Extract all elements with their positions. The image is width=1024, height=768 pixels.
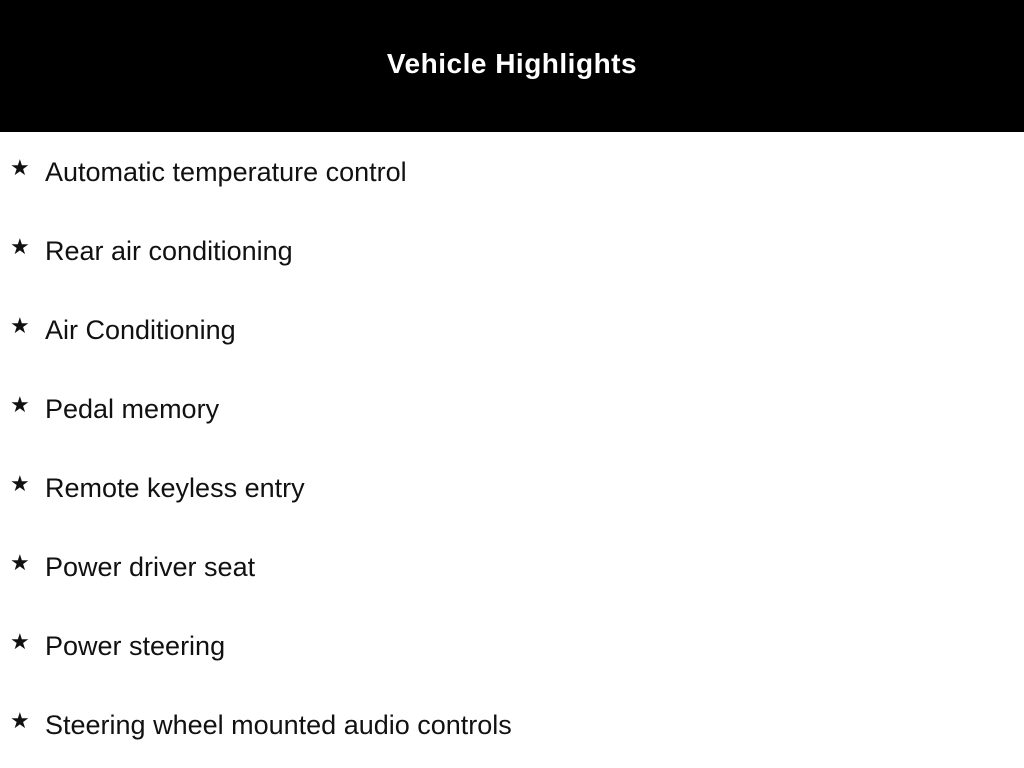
highlight-label: Pedal memory [45,393,220,424]
list-item [0,547,255,587]
star-icon: ★ [10,550,30,576]
list-item [0,152,407,192]
star-icon: ★ [10,155,30,181]
star-icon: ★ [10,234,30,260]
list-item [0,231,293,271]
page-title: Vehicle Highlights [386,48,638,79]
list-item [0,389,219,429]
highlight-label: Rear air conditioning [45,235,293,266]
list-item [0,468,305,508]
star-icon: ★ [10,629,30,655]
list-item [0,310,236,350]
highlight-label: Power driver seat [45,551,256,582]
header-banner [0,0,1024,132]
star-icon: ★ [10,708,30,734]
list-item [0,705,512,745]
star-icon: ★ [10,392,30,418]
list-item [0,626,225,666]
highlight-label: Remote keyless entry [45,472,305,503]
highlight-label: Power steering [45,630,226,661]
highlight-label: Steering wheel mounted audio controls [45,709,512,740]
highlight-label: Automatic temperature control [45,156,407,187]
star-icon: ★ [10,313,30,339]
star-icon: ★ [10,471,30,497]
highlight-label: Air Conditioning [45,314,236,345]
